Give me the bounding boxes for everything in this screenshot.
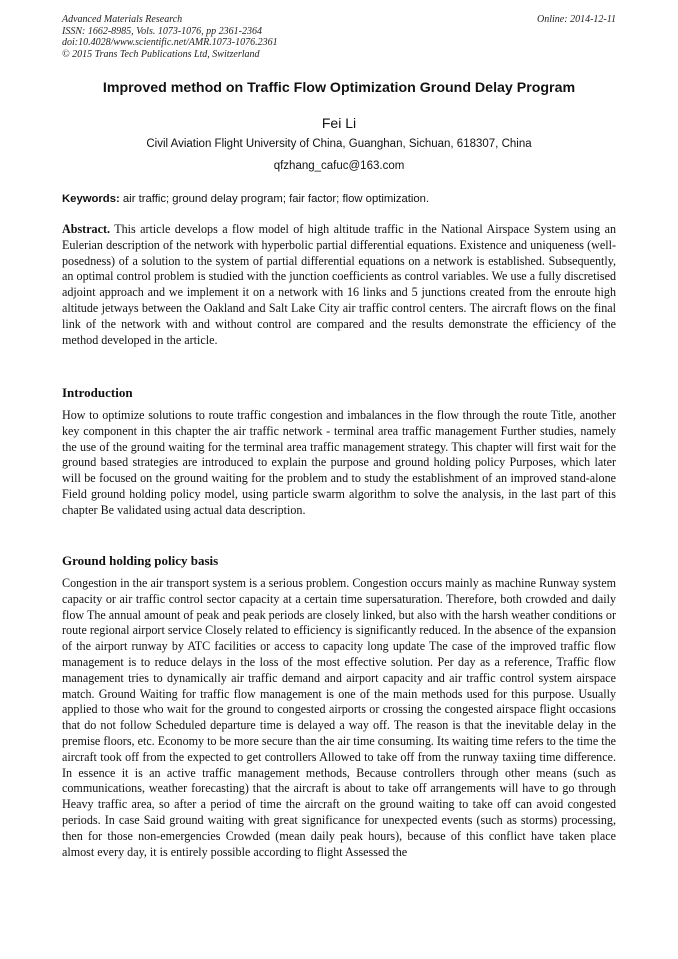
- online-date: Online: 2014-12-11: [537, 14, 616, 25]
- issn-line: ISSN: 1662-8985, Vols. 1073-1076, pp 2361-2364: [62, 25, 262, 37]
- keywords-text: air traffic; ground delay program; fair factor; flow optimization.: [119, 193, 430, 205]
- abstract-text: This article develops a flow model of high altitude traffic in the National Airspace System using an Eulerian description of the network with hyperbolic partial differential equations. Existence and uniqueness (well-posedness) of a solution to the system of partial differential equations on a network is established. Subsequently, an optimal control problem is studied with the junction coefficients as control variables. We use a fully discretised adjoint approach and we implement it on a network with 16 links and 5 junctions created from the enroute high altitude jetways between the Oakland and Salt Lake City air traffic control centers. The aircraft flows on the final link of the network with and without control are compared and the results demonstrate the efficiency of the method developed in the article.: [62, 222, 616, 347]
- journal-name: Advanced Materials Research: [62, 14, 183, 25]
- ground-holding-heading: Ground holding policy basis: [62, 553, 219, 568]
- author-email: qfzhang_cafuc@163.com: [273, 160, 405, 172]
- paper-title: Improved method on Traffic Flow Optimization Ground Delay Program: [102, 80, 576, 96]
- ground-holding-paragraph: Congestion in the air transport system is a serious problem. Congestion occurs mainly as machine Runway system capacity or air traffic control sector capacity at a certain time supersaturation. Therefore, both crowded and daily flow The annual amount of peak and peak periods are closely linked, but also with the harsh weather conditions or route regional airport service Closely related to efficiency is significantly reduced. In the absence of the expansion of the airport runway by ATC facilities or access to capacity long update The case of the improved traffic flow management is to reduce delays in the loss of the most effective solution. Per day as a reference, Traffic flow management tries to dynamically air traffic demand and airport capacity and air traffic control system airspace match. Ground Waiting for traffic flow management is one of the main methods used for this purpose. Usually applied to those who wait for the ground to congested airports or crossing the congested airspace flight occasions that do not follow Scheduled departure time is delayed a way off. The reason is that the inevitable delay in the premise floors, etc. Economy to be more secure than the air time consuming. Its waiting time refers to the time the aircraft took off from the expected to get controllers Allowed to take off from the runway taxiing time difference. In essence it is an active traffic management methods, Because controllers through other means (such as communications, weather forecasting) that the aircraft is about to take off arrangements will have to go through Heavy traffic area, so after a period of time the aircraft on the ground waiting to take off can avoid congested periods. In case Said ground waiting with great significance for unexpected events (such as storms) processing, then for those non-emergencies Crowded (mean daily peak hours), because of this conflict have taken place almost every day, it is entirely possible according to flight Assessed the: [62, 576, 616, 859]
- abstract-label: Abstract.: [62, 222, 111, 236]
- author-affiliation: Civil Aviation Flight University of China, Guanghan, Sichuan, 618307, China: [146, 138, 532, 150]
- copyright-line: © 2015 Trans Tech Publications Ltd, Switzerland: [62, 48, 260, 60]
- author-name: Fei Li: [321, 115, 357, 131]
- journal-header: [62, 14, 616, 60]
- keywords: [62, 193, 616, 205]
- abstract: [62, 222, 616, 348]
- keywords-label: Keywords:: [62, 193, 120, 205]
- introduction-paragraph: How to optimize solutions to route traffic congestion and imbalances in the flow through the route Title, another key component in this chapter the air traffic network - terminal area traffic management Further studies, namely the use of the ground waiting for the terminal area traffic management strategy. This chapter will first wait for the ground based strategies are introduced to explain the purpose and ground holding policy Purposes, which later will be focused on the ground waiting for the problem and to study the establishment of an improved stand-alone Field ground holding policy model, using particle swarm algorithm to solve the analysis, in the last part of this chapter Be validated using actual data description.: [62, 408, 616, 517]
- doi-line: doi:10.4028/www.scientific.net/AMR.1073-1076.2361: [62, 37, 278, 48]
- introduction-heading: Introduction: [62, 385, 133, 400]
